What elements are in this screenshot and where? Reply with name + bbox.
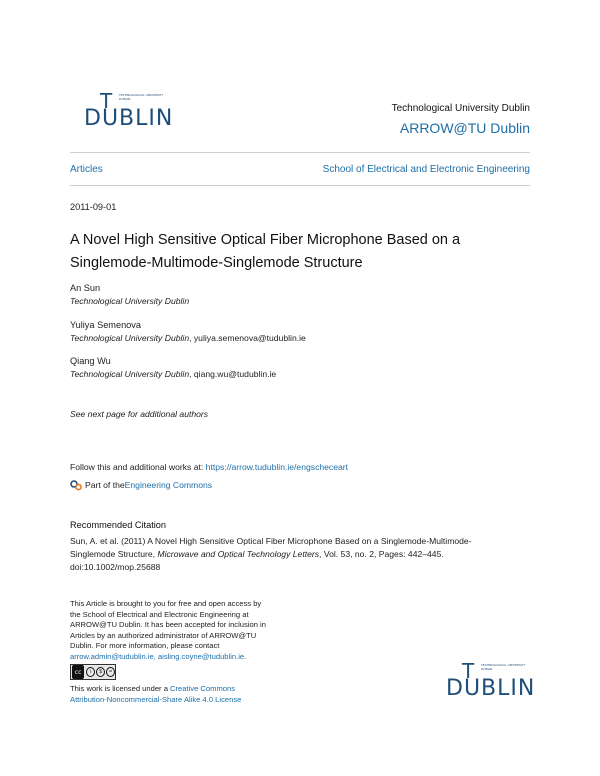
school-link[interactable]: School of Electrical and Electronic Engineering xyxy=(322,164,530,175)
citation-line-2 xyxy=(70,548,540,561)
access-statement xyxy=(70,599,310,663)
license-text xyxy=(70,684,320,705)
institution-name: Technological University Dublin xyxy=(391,103,530,114)
author-affiliation xyxy=(70,369,276,379)
publication-date: 2011-09-01 xyxy=(70,202,117,212)
logo-t: T xyxy=(100,89,114,113)
author-affiliation xyxy=(70,333,306,343)
author-email: , qiang.wu@tudublin.ie xyxy=(189,369,277,379)
author-name: Yuliya Semenova xyxy=(70,320,141,330)
follow-prefix: Follow this and additional works at: xyxy=(70,462,206,472)
journal-name: Microwave and Optical Technology Letters xyxy=(157,549,320,559)
access-line: This Article is brought to you for free and open access by xyxy=(70,599,262,608)
contact-emails-link[interactable]: arrow.admin@tudublin.ie, aisling.coyne@tudublin.ie. xyxy=(70,651,247,661)
logo-small-text: TECHNOLOGICAL UNIVERSITY DUBLIN xyxy=(119,93,164,101)
logo-t: T xyxy=(462,659,476,683)
access-line: ARROW@TU Dublin. It has been accepted for inclusion in xyxy=(70,620,266,630)
citation-line-1: Sun, A. et al. (2011) A Novel High Sensitive Optical Fiber Microphone Based on a Singlemode-Multimode- xyxy=(70,536,472,546)
author-block-1 xyxy=(70,283,189,306)
access-line: Articles by an authorized administrator of ARROW@TU xyxy=(70,630,257,640)
citation-doi: doi:10.1002/mop.25688 xyxy=(70,562,161,572)
author-affiliation xyxy=(70,296,189,306)
tu-dublin-logo[interactable] xyxy=(84,89,174,136)
license-line-1 xyxy=(70,684,320,695)
title-line-2: Singlemode-Multimode-Singlemode Structure xyxy=(70,255,363,271)
noderivs-icon: = xyxy=(106,667,115,677)
additional-authors-note: See next page for additional authors xyxy=(70,409,209,419)
author-block-2 xyxy=(70,320,306,343)
affiliation-text: Technological University Dublin xyxy=(70,333,190,343)
part-of-line xyxy=(70,479,212,491)
logo-small-text: TECHNOLOGICAL UNIVERSITY DUBLIN xyxy=(481,663,526,671)
commons-network-icon xyxy=(70,479,82,491)
title-line-1: A Novel High Sensitive Optical Fiber Microphone Based on a xyxy=(70,232,461,248)
attribution-icon: i xyxy=(86,667,95,677)
license-prefix: This work is licensed under a xyxy=(70,684,171,693)
tu-dublin-logo-bottom[interactable] xyxy=(446,659,536,706)
repository-link[interactable]: ARROW@TU Dublin xyxy=(399,120,530,136)
cc-icon: cc xyxy=(72,665,84,679)
citation-body xyxy=(70,535,540,574)
access-line: Dublin. For more information, please contact xyxy=(70,641,220,651)
citation-heading: Recommended Citation xyxy=(70,520,167,530)
divider-bottom xyxy=(70,185,530,186)
part-prefix: Part of the xyxy=(85,480,125,490)
affiliation-text: Technological University Dublin xyxy=(70,369,190,379)
creative-commons-link[interactable]: Creative Commons xyxy=(170,684,236,693)
author-block-3 xyxy=(70,356,276,379)
access-line: the School of Electrical and Electronic Engineering at xyxy=(70,609,249,619)
noncommercial-icon: $ xyxy=(96,667,105,677)
engineering-commons-link[interactable]: Engineering Commons xyxy=(124,480,213,490)
author-name: Qiang Wu xyxy=(70,356,111,366)
cc-license-badge[interactable] xyxy=(70,664,116,680)
divider-top xyxy=(70,152,530,153)
logo-dublin: DUBLIN xyxy=(84,106,174,131)
author-name: An Sun xyxy=(70,283,101,293)
follow-url-link[interactable]: https://arrow.tudublin.ie/engscheceart xyxy=(205,462,349,472)
citation-text: Singlemode Structure, xyxy=(70,549,158,559)
affiliation-text: Technological University Dublin xyxy=(70,296,190,306)
license-name-link[interactable]: Attribution-Noncommercial-Share Alike 4.0 License xyxy=(70,694,242,704)
citation-text: , Vol. 53, no. 2, Pages: 442–445. xyxy=(319,549,444,559)
logo-dublin: DUBLIN xyxy=(446,676,536,701)
follow-line xyxy=(70,462,348,472)
author-email: , yuliya.semenova@tudublin.ie xyxy=(189,333,306,343)
article-title xyxy=(70,229,540,275)
articles-link[interactable]: Articles xyxy=(70,164,103,175)
